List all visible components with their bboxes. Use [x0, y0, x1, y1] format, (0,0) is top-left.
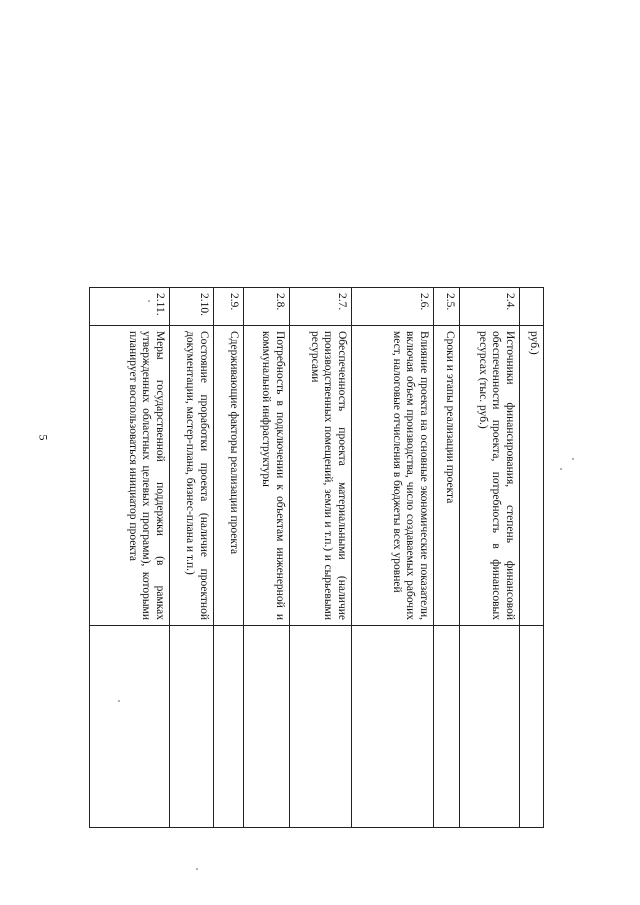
table-row [460, 288, 520, 828]
table-row [90, 288, 170, 828]
row-value [90, 626, 170, 828]
table-row [520, 288, 544, 828]
row-text: руб.) [520, 326, 544, 626]
row-value [214, 626, 244, 828]
row-text: Потребность в подключении к объектам инженерной и коммунальной инфраструктуры [244, 326, 290, 626]
table-row [244, 288, 290, 828]
row-number: 2.6. [352, 288, 434, 326]
row-value [434, 626, 460, 828]
row-value [290, 626, 352, 828]
row-number: 2.11. [90, 288, 170, 326]
row-text: Источники финансирования, степень финансовой обеспеченности проекта, потребность в финансовых ресурсах (тыс. руб.) [460, 326, 520, 626]
row-text: Состояние проработки проекта (наличие проектной документации, мастер-плана, бизнес-плана и т.п.) [170, 326, 214, 626]
table-row [214, 288, 244, 828]
project-info-table [89, 287, 544, 828]
row-number: 2.8. [244, 288, 290, 326]
page-number: 5 [36, 434, 51, 441]
row-text: Сдерживающие факторы реализации проекта [214, 326, 244, 626]
table-row [290, 288, 352, 828]
table-row [352, 288, 434, 828]
row-text: Сроки и этапы реализации проекта [434, 326, 460, 626]
row-value [460, 626, 520, 828]
row-value [352, 626, 434, 828]
scan-speck [196, 868, 198, 870]
row-value [170, 626, 214, 828]
row-number: 2.7. [290, 288, 352, 326]
row-number: 2.9. [214, 288, 244, 326]
row-number: 2.4. [460, 288, 520, 326]
row-number: 2.10. [170, 288, 214, 326]
table-row [170, 288, 214, 828]
row-value [520, 626, 544, 828]
table-row [434, 288, 460, 828]
scan-speck [572, 458, 574, 460]
row-text: Меры государственной поддержки (в рамках утвержденных областных целевых программ), которыми планирует воспользоваться инициатор проекта [90, 326, 170, 626]
document-table-rotated [90, 287, 544, 827]
scan-speck [560, 468, 562, 470]
row-number: 2.5. [434, 288, 460, 326]
scan-speck [148, 300, 150, 302]
scan-speck [118, 700, 120, 702]
row-number [520, 288, 544, 326]
row-text: Обеспеченность проекта материальными (наличие производственных помещений, земли и т.п.) и сырьевыми ресурсами [290, 326, 352, 626]
row-text: Влияние проекта на основные экономические показатели, включая объем производства, число создаваемых рабочих мест, налоговые отчисления в бюджеты всех уровней [352, 326, 434, 626]
row-value [244, 626, 290, 828]
